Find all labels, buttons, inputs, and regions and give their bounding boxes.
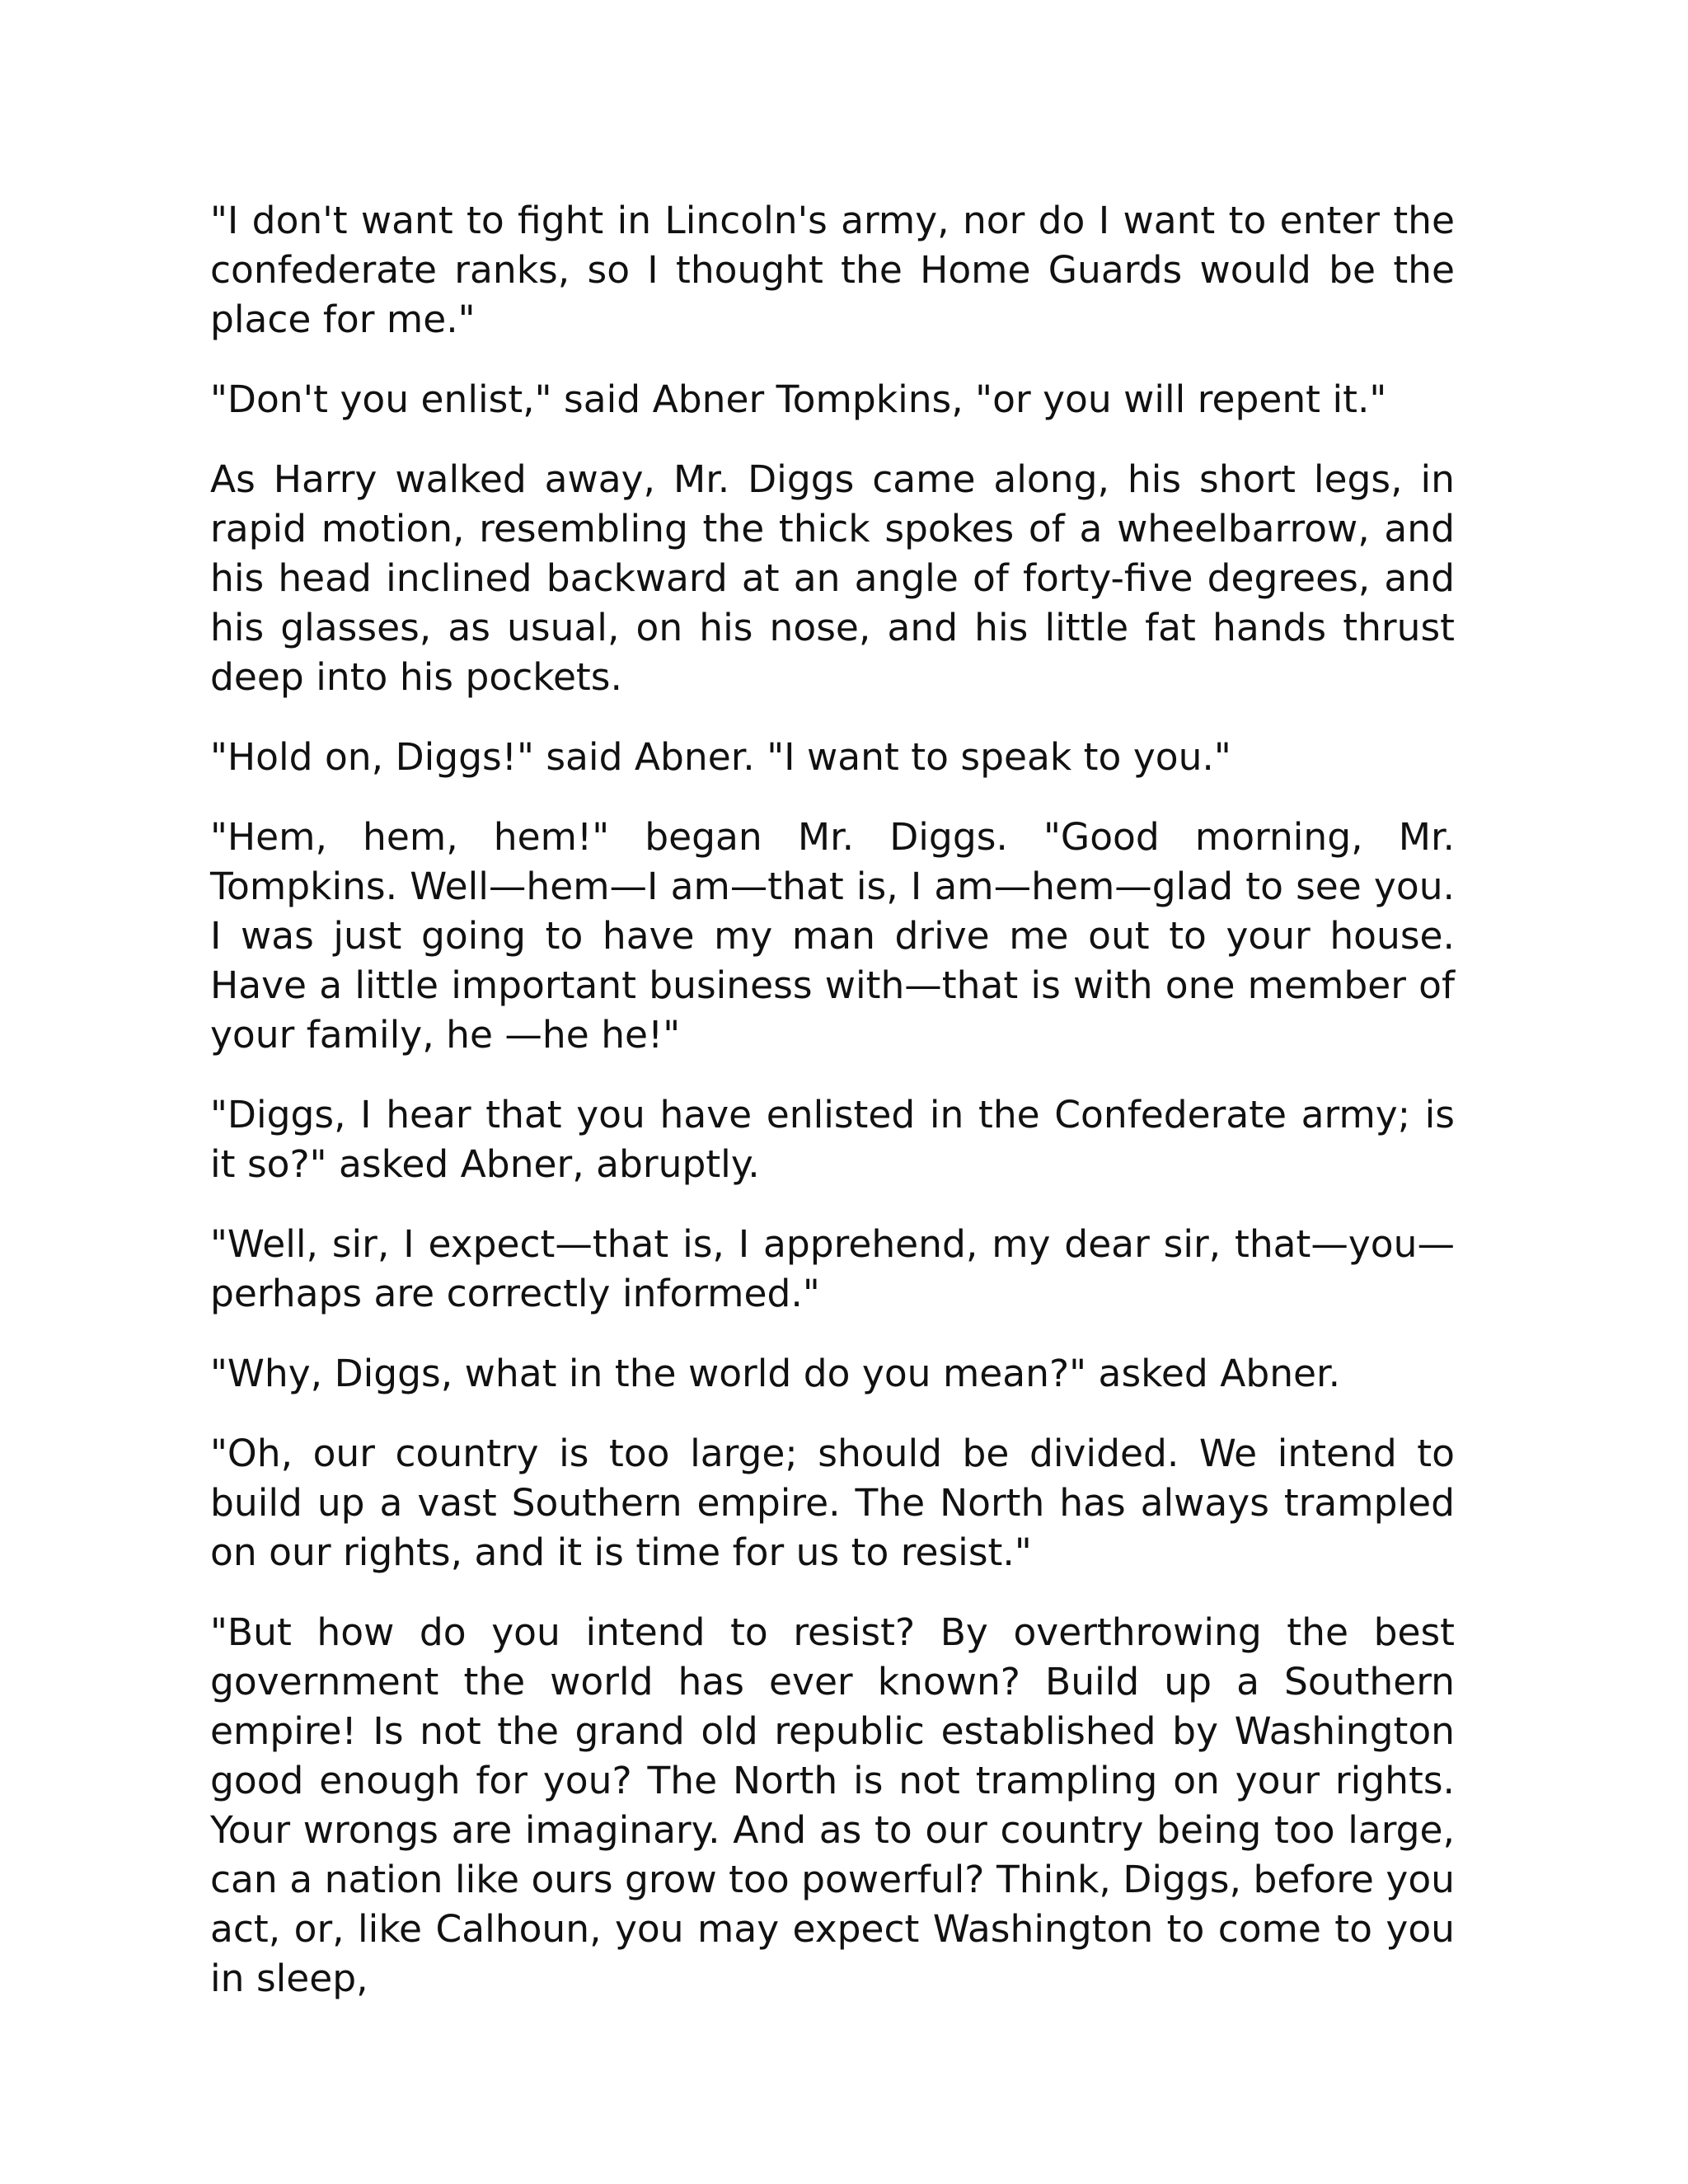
paragraph-3: As Harry walked away, Mr. Diggs came along, his short legs, in rapid motion, resembling the thick spokes of a wheelbarrow, and his head inclined backward at an angle of forty-five degrees, and his glasses, as usual, on his nose, and his little fat hands thrust deep into his pockets. [210, 457, 1455, 699]
page-body [210, 196, 1455, 2034]
paragraph-7: "Well, sir, I expect—that is, I apprehend, my dear sir, that—you— perhaps are correctly informed." [210, 1222, 1455, 1315]
paragraph-1: "I don't want to fight in Lincoln's army, nor do I want to enter the confederate ranks, so I thought the Home Guards would be the place for me." [210, 199, 1455, 341]
paragraph-2: "Don't you enlist," said Abner Tompkins, "or you will repent it." [210, 377, 1387, 421]
paragraph-6: "Diggs, I hear that you have enlisted in the Confederate army; is it so?" asked Abner, abruptly. [210, 1093, 1455, 1186]
paragraph-9: "Oh, our country is too large; should be divided. We intend to build up a vast Southern empire. The North has always trampled on our rights, and it is time for us to resist." [210, 1432, 1455, 1574]
paragraph-4: "Hold on, Diggs!" said Abner. "I want to speak to you." [210, 735, 1231, 779]
paragraph-8: "Why, Diggs, what in the world do you mean?" asked Abner. [210, 1352, 1341, 1395]
paragraph-5: "Hem, hem, hem!" began Mr. Diggs. "Good morning, Mr. Tompkins. Well—hem—I am—that is, I am—hem—glad to see you. I was just going to have my man drive me out to your house. Have a little important business with—that is with one member of your family, he —he he!" [210, 815, 1455, 1057]
paragraph-10: "But how do you intend to resist? By overthrowing the best government the world has ever known? Build up a Southern empire! Is not the grand old republic established by Washington good enough for you? The North is not trampling on your rights. Your wrongs are imaginary. And as to our country being too large, can a nation like ours grow too powerful? Think, Diggs, before you act, or, like Calhoun, you may expect Washington to come to you in sleep, [210, 1610, 1455, 2000]
